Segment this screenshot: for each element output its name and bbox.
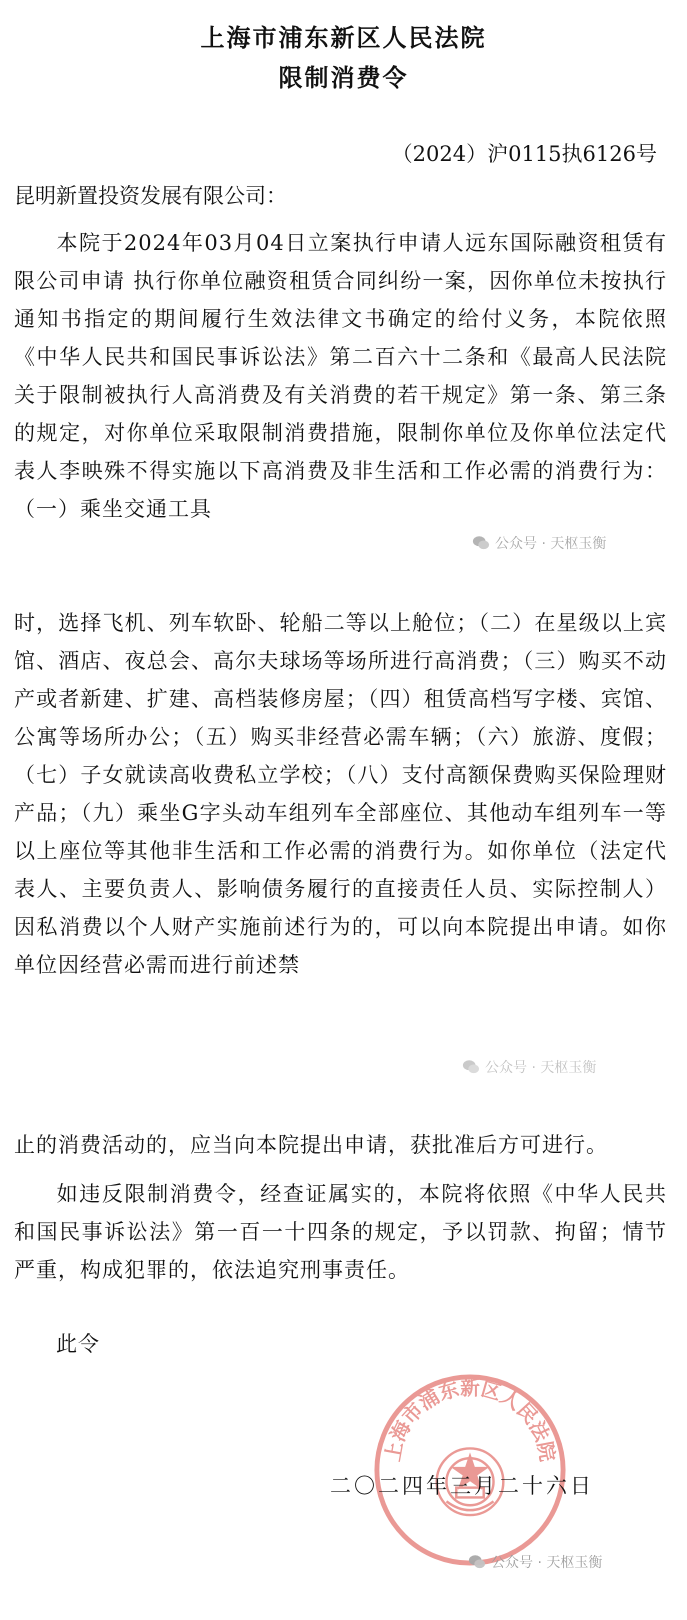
wechat-icon <box>468 1553 486 1571</box>
case-number: （2024）沪0115执6126号 <box>391 142 657 166</box>
seal-text: 上海市浦东新区人民法院 <box>381 1376 559 1464</box>
body-paragraph-2-text: 如违反限制消费令，经查证属实的，本院将依照《中华人民共和国民事诉讼法》第一百一十四条的规定，予以罚款、拘留；情节严重，构成犯罪的，依法追究刑事责任。 <box>14 1182 667 1282</box>
signing-date: 二〇二四年三月二十六日 <box>330 1474 594 1498</box>
closing-order: 此令 <box>56 1332 100 1356</box>
watermark-text: 公众号 · 天枢玉衡 <box>495 536 607 552</box>
body-paragraph-1b-text: 时，选择飞机、列车软卧、轮船二等以上舱位；（二）在星级以上宾馆、酒店、夜总会、高尔夫球场等场所进行高消费；（三）购买不动产或者新建、扩建、高档装修房屋；（四）租赁高档写字楼、宾馆、公寓等场所办公；（五）购买非经营必需车辆；（六）旅游、度假；（七）子女就读高收费私立学校；（八）支付高额保费购买保险理财产品；（九）乘坐G字头动车组列车全部座位、其他动车组列车一等以上座位等其他非生活和工作必需的消费行为。如你单位（法定代表人、主要负责人、影响债务履行的直接责任人员、实际控制人）因私消费以个人财产实施前述行为的，可以向本院提出申请。如你单位因经营必需而进行前述禁 <box>14 611 667 977</box>
body-paragraph-1-end <box>14 1126 667 1164</box>
body-paragraph-2 <box>14 1175 667 1289</box>
body-paragraph-1c-text: 止的消费活动的，应当向本院提出申请，获批准后方可进行。 <box>14 1133 608 1157</box>
body-paragraph-1-text: 本院于2024年03月04日立案执行申请人远东国际融资租赁有限公司申请 执行你单位融资租赁合同纠纷一案，因你单位未按执行通知书指定的期间履行生效法律文书确定的给付义务，本院依照《中华人民共和国民事诉讼法》第二百六十二条和《最高人民法院关于限制被执行人高消费及有关消费的若干规定》第一条、第三条的规定，对你单位采取限制消费措施，限制你单位及你单位法定代表人李映殊不得实施以下高消费及非生活和工作必需的消费行为：（一）乘坐交通工具 <box>14 231 667 521</box>
watermark-3 <box>468 1552 602 1572</box>
watermark-1 <box>472 533 606 553</box>
court-name: 上海市浦东新区人民法院 <box>200 24 487 52</box>
body-paragraph-1-continued <box>14 604 667 984</box>
wechat-icon <box>472 534 490 552</box>
addressee: 昆明新置投资发展有限公司： <box>14 184 287 208</box>
watermark-text: 公众号 · 天枢玉衡 <box>485 1060 597 1076</box>
document-title: 限制消费令 <box>278 64 409 92</box>
svg-text:上海市浦东新区人民法院 <box>381 1377 559 1464</box>
wechat-icon <box>462 1058 480 1076</box>
watermark-2 <box>462 1057 596 1077</box>
watermark-text: 公众号 · 天枢玉衡 <box>491 1555 603 1571</box>
body-paragraph-1 <box>14 224 667 528</box>
